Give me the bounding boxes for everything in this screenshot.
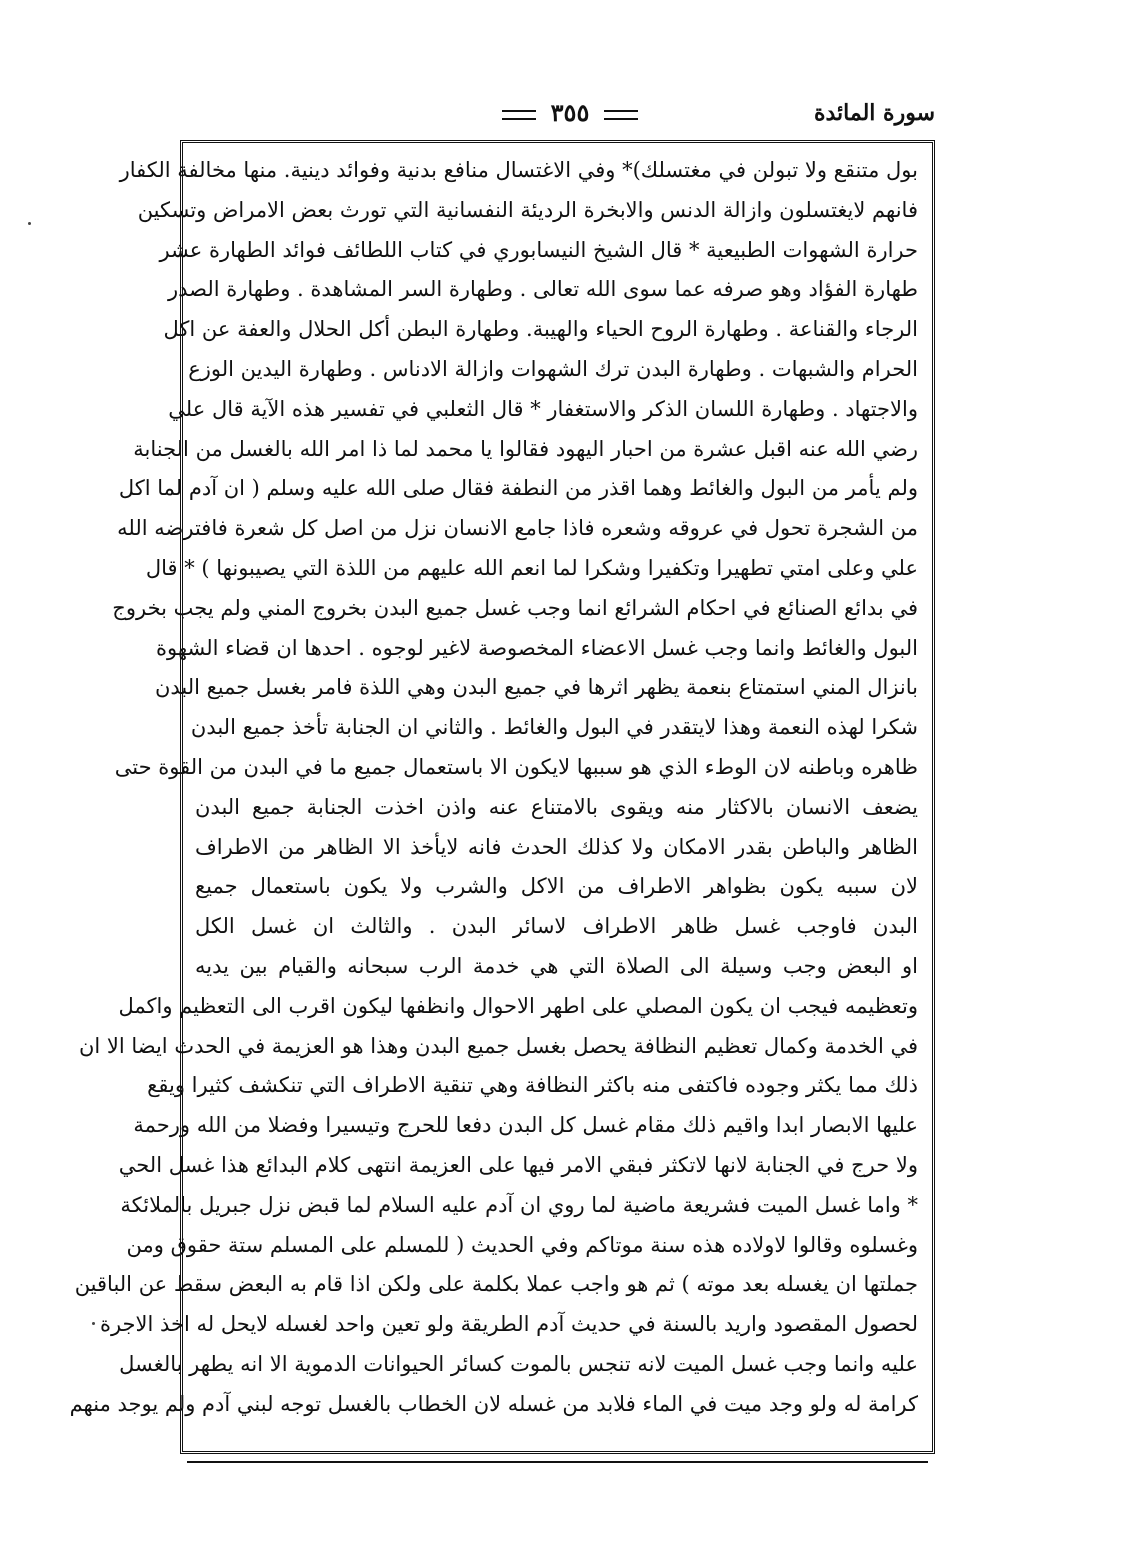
text-line: لحصول المقصود واريد بالسنة في حديث آدم الطريقة ولو تعين واحد لغسله لايحل له اخذ الاجرة [99, 1312, 918, 1337]
text-line: او البعض وجب وسيلة الى الصلاة التي هي خدمة الرب سبحانه والقيام بين يديه [195, 953, 918, 978]
text-line: في بدائع الصنائع في احكام الشرائع انما وجب غسل جميع البدن بخروج المني ولم يجب بخروج [112, 595, 918, 620]
body-text [69, 151, 918, 1425]
right-ornament-icon [502, 110, 536, 120]
text-line: علي وعلى امتي تطهيرا وتكفيرا وشكرا لما انعم الله عليهم من اللذة التي يصيبونها ) * قال [145, 555, 918, 580]
text-line: عليه وانما وجب غسل الميت لانه تنجس بالموت كسائر الحيوانات الدموية الا انه يطهر بالغسل [119, 1351, 918, 1376]
text-line: والاجتهاد . وطهارة اللسان الذكر والاستغفار * قال الثعلبي في تفسير هذه الآية قال علي [168, 396, 918, 421]
text-line: فانهم لايغتسلون وازالة الدنس والابخرة الرديئة النفسانية التي تورث بعض الامراض وتسكين [137, 197, 918, 222]
page-header [180, 98, 935, 134]
text-line: جملتها ان يغسله بعد موته ) ثم هو واجب عملا بكلمة على ولكن اذا قام به البعض سقط عن الباقين [74, 1272, 918, 1297]
page-number-block [480, 98, 660, 127]
text-line: ولم يأمر من البول والغائط وهما اقذر من النطفة فقال صلى الله عليه وسلم ( ان آدم لما اكل [118, 476, 918, 501]
text-line: الظاهر والباطن بقدر الامكان ولا كذلك الحدث فانه لايأخذ الا الظاهر من الاطراف [195, 834, 918, 859]
text-line: يضعف الانسان بالاكثار منه ويقوى بالامتناع عنه واذن اخذت الجنابة جميع البدن [195, 794, 918, 819]
page-number: ٣٥٥ [550, 98, 590, 127]
text-line: شكرا لهذه النعمة وهذا لايتقدر في البول والغائط . والثاني ان الجنابة تأخذ جميع البدن [190, 715, 918, 740]
text-line: من الشجرة تحول في عروقه وشعره فاذا جامع الانسان نزل من اصل كل شعرة فافترضه الله [117, 516, 918, 541]
text-line: ظاهره وباطنه لان الوطء الذي هو سببها لايكون الا باستعمال جميع ما في البدن من القوة حتى [114, 754, 918, 779]
scan-speck [92, 1322, 95, 1325]
text-line: * واما غسل الميت فشريعة ماضية لما روي ان آدم عليه السلام لما قبض نزل جبريل بالملائكة [120, 1192, 918, 1217]
surah-title: سورة المائدة [813, 100, 935, 126]
text-line: بانزال المني استمتاع بنعمة يظهر اثرها في جميع البدن وهي اللذة فامر بغسل جميع البدن [154, 675, 918, 700]
text-line: البدن فاوجب غسل ظاهر الاطراف لاسائر البدن . والثالث ان غسل الكل [195, 914, 918, 939]
left-ornament-icon [604, 110, 638, 120]
text-line: وتعظيمه فيجب ان يكون المصلي على اطهر الاحوال وانظفها ليكون اقرب الى التعظيم واكمل [118, 993, 918, 1018]
text-line: ذلك مما يكثر وجوده فاكتفى منه باكثر النظافة وهي تنقية الاطراف التي تنكشف كثيرا ويقع [147, 1073, 918, 1098]
text-line: البول والغائط وانما وجب غسل الاعضاء المخصوصة لاغير لوجوه . احدها ان قضاء الشهوة [156, 635, 918, 660]
text-line: لان سببه يكون بظواهر الاطراف من الاكل والشرب ولا يكون باستعمال جميع [195, 874, 918, 899]
text-line: طهارة الفؤاد وهو صرفه عما سوى الله تعالى . وطهارة السر المشاهدة . وطهارة الصدر [167, 277, 918, 302]
text-line: وغسلوه وقالوا لاولاده هذه سنة موتاكم وفي الحديث ( للمسلم على المسلم ستة حقوق ومن [126, 1232, 918, 1257]
text-line: بول متنقع ولا تبولن في مغتسلك)* وفي الاغتسال منافع بدنية وفوائد دينية. منها مخالفة الكفار [119, 158, 918, 182]
text-line: كرامة له ولو وجد ميت في الماء فلابد من غسله لان الخطاب بالغسل توجه لبني آدم ولم يوجد منهم [69, 1391, 918, 1416]
text-line: الحرام والشبهات . وطهارة البدن ترك الشهوات وازالة الادناس . وطهارة اليدين الوزع [188, 356, 918, 381]
text-frame [69, 140, 935, 1454]
text-line: حرارة الشهوات الطبيعية * قال الشيخ النيسابوري في كتاب اللطائف فوائد الطهارة عشر [159, 237, 918, 262]
text-line: الرجاء والقناعة . وطهارة الروح الحياء والهيبة. وطهارة البطن أكل الحلال والعفة عن اكل [163, 317, 918, 342]
text-line: عليها الابصار ابدا واقيم ذلك مقام غسل كل البدن دفعا للحرج وتيسيرا وفضلا من الله ورحمة [133, 1113, 918, 1138]
text-line: ولا حرج في الجنابة لانها لاتكثر فبقي الامر فيها على العزيمة انتهى كلام البدائع هذا غسل الحي [118, 1152, 918, 1177]
text-line: في الخدمة وكمال تعظيم النظافة يحصل بغسل جميع البدن وهذا هو العزيمة في الحدث ايضا الا ان [78, 1033, 918, 1058]
scan-speck [28, 222, 31, 225]
text-line: رضي الله عنه اقبل عشرة من احبار اليهود فقالوا يا محمد لما ذا امر الله بالغسل من الجنابة [133, 436, 918, 461]
